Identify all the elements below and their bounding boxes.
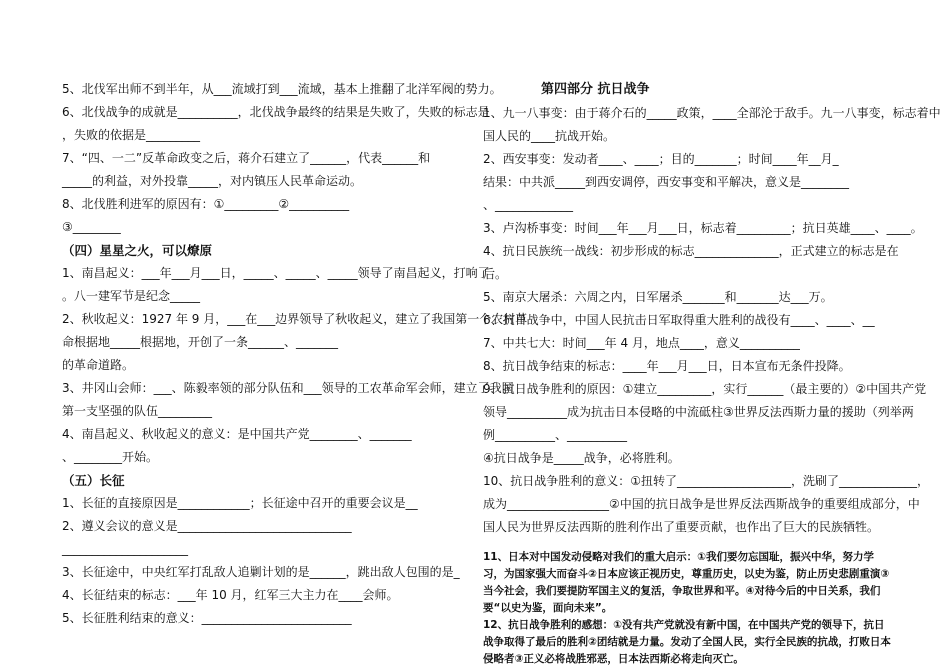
question-line: 命根据地_____根据地，开创了一条______、_______ <box>62 335 339 349</box>
question-line: 5、南京大屠杀：六周之内，日军屠杀_______和_______达___万。 <box>483 290 833 304</box>
question-line: 1、长征的直接原因是____________；长征途中召开的重要会议是__ <box>62 496 418 510</box>
summary-item: 12、抗日战争胜利的感想：①没有共产党就没有新中国，在中国共产党的领导下，抗日战争取得了最后的胜利②团结就是力量。发动了全国人民，实行全民族的抗战，打败日本侵略者③正义必将战胜邪恶，日本法西斯必将走向灭亡。 <box>483 619 891 665</box>
question-line: ③________ <box>62 220 121 234</box>
question-line: 10、抗日战争胜利的意义：①扭转了___________________，洗刷了_____________， <box>483 474 930 488</box>
question-line: 9、抗日战争胜利的原因：①建立_________，实行______（最主要的）②中国共产党 <box>483 382 927 396</box>
question-line: 1、九一八事变：由于蒋介石的_____政策，____全部沦于敌手。九一八事变，标志着中 <box>483 106 941 120</box>
question-line: ④抗日战争是_____战争，必将胜利。 <box>483 451 680 465</box>
question-line: 2、遵义会议的意义是_____________________________ <box>62 519 352 533</box>
section-heading: （五）长征 <box>62 473 125 488</box>
section-title: 第四部分 抗日战争 <box>541 82 650 97</box>
question-line: 国人民的____抗战开始。 <box>483 129 616 143</box>
left-column <box>62 78 528 630</box>
question-line: 5、长征胜利结束的意义：_________________________ <box>62 611 352 625</box>
question-line: 4、南昌起义、秋收起义的意义：是中国共产党________、_______ <box>62 427 412 441</box>
question-line: 。八一建军节是纪念_____ <box>62 289 201 303</box>
question-line: 8、北伐胜利进军的原因有：①_________②__________ <box>62 197 350 211</box>
question-line: 3、卢沟桥事变：时间___年___月___日，标志着_________；抗日英雄____、____。 <box>483 221 923 235</box>
question-line: 后。 <box>483 267 508 281</box>
question-line: 领导__________成为抗击日本侵略的中流砥柱③世界反法西斯力量的援助（列举两 <box>483 405 914 419</box>
question-line: 5、北伐军出师不到半年，从___流域打到___流域，基本上推翻了北洋军阀的势力。 <box>62 82 502 96</box>
summary-item: 11、日本对中国发动侵略对我们的重大启示：①我们要勿忘国耻，振兴中华，努力学习，为国家强大而奋斗②日本应该正视历史，尊重历史，以史为鉴，防止历史悲剧重演③当今社会，我们要提防军国主义的复活，争取世界和平。④对待今后的中日关系，我们要“以史为鉴，面向未来”。 <box>483 551 890 614</box>
bold-summary-block <box>483 549 893 668</box>
question-line: 7、“四、一二”反革命政变之后，蒋介石建立了______，代表______和 <box>62 151 431 165</box>
question-line: 成为_________________②中国的抗日战争是世界反法西斯战争的重要组成部分，中 <box>483 497 920 511</box>
section-heading: （四）星星之火，可以燎原 <box>62 243 213 258</box>
question-line: 2、西安事变：发动者____、____；目的_______；时间____年__月_ <box>483 152 839 166</box>
question-line: 结果：中共派_____到西安调停，西安事变和平解决，意义是________ <box>483 175 850 189</box>
question-line: _____________________ <box>62 542 188 556</box>
right-column <box>483 78 941 668</box>
spacer <box>483 539 893 549</box>
question-line: 7、中共七大：时间___年 4 月，地点____，意义__________ <box>483 336 800 350</box>
question-line: 3、长征途中，中央红军打乱敌人追剿计划的是______，跳出敌人包围的是_ <box>62 565 460 579</box>
question-line: 4、抗日民族统一战线：初步形成的标志______________，正式建立的标志是在 <box>483 244 899 258</box>
question-line: _____的利益，对外投靠_____，对内镇压人民革命运动。 <box>62 174 363 188</box>
question-line: ，失败的依据是_________ <box>62 128 201 142</box>
question-line: 2、秋收起义：1927 年 9 月，___在___边界领导了秋收起义，建立了我国第一个农村革 <box>62 312 528 326</box>
question-line: 、________开始。 <box>62 450 159 464</box>
right-question-list <box>483 102 941 539</box>
question-line: 国人民为世界反法西斯的胜利作出了重要贡献，也作出了巨大的民族牺牲。 <box>483 520 880 534</box>
question-line: 1、南昌起义：___年___月___日，_____、_____、_____领导了南昌起义，打响了 <box>62 266 490 280</box>
question-line: 的革命道路。 <box>62 358 135 372</box>
question-line: 8、抗日战争结束的标志：____年___月___日，日本宣布无条件投降。 <box>483 359 851 373</box>
question-line: 第一支坚强的队伍_________ <box>62 404 213 418</box>
question-line: 3、井冈山会师：___、陈毅率领的部分队伍和___领导的工农革命军会师，建立了我国 <box>62 381 514 395</box>
question-line: 例__________、__________ <box>483 428 628 442</box>
question-line: 6、北伐战争的成就是__________，北伐战争最终的结果是失败了，失败的标志是 <box>62 105 490 119</box>
question-line: 4、长征结束的标志：___年 10 月，红军三大主力在____会师。 <box>62 588 399 602</box>
question-line: 、_____________ <box>483 198 574 212</box>
question-line: 6、抗日战争中，中国人民抗击日军取得重大胜利的战役有____、____、__ <box>483 313 875 327</box>
